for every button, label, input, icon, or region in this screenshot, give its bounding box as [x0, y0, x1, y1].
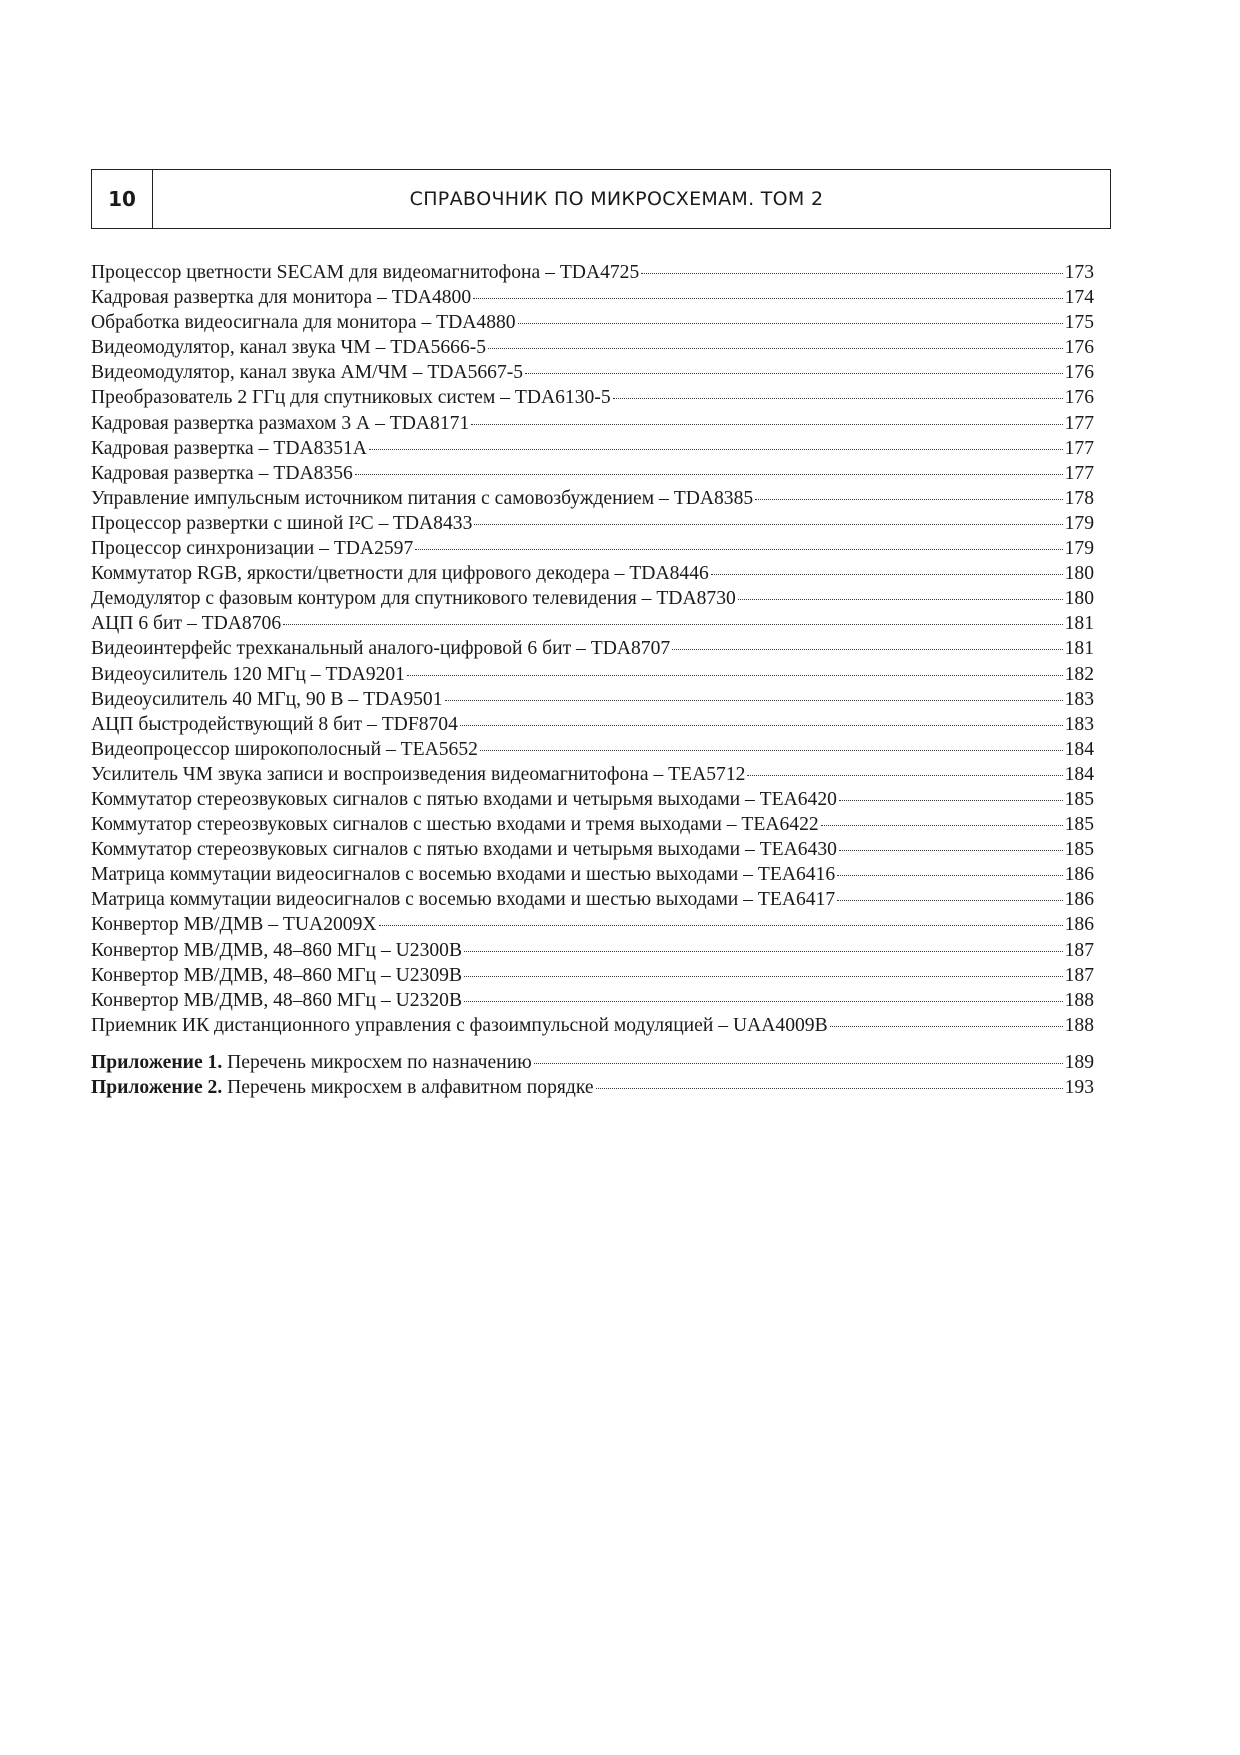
dot-leader — [407, 675, 1063, 676]
toc-entry-title: Демодулятор с фазовым контуром для спутникового телевидения – TDA8730 — [91, 588, 736, 610]
dot-leader — [672, 649, 1062, 650]
toc-entry — [91, 963, 1094, 988]
page-header — [91, 169, 1111, 229]
dot-leader — [474, 524, 1062, 525]
toc-entry — [91, 912, 1094, 937]
toc-entry — [91, 787, 1094, 812]
toc-entry — [91, 737, 1094, 762]
toc-entry — [91, 335, 1094, 360]
toc-entry-page: 181 — [1064, 613, 1094, 635]
toc-entry — [91, 586, 1094, 611]
toc-entry-title: Кадровая развертка – TDA8351A — [91, 437, 367, 459]
toc-entry-title: Приемник ИК дистанционного управления с фазоимпульсной модуляцией – UAA4009B — [91, 1014, 828, 1036]
toc-entry — [91, 862, 1094, 887]
toc-entry — [91, 310, 1094, 335]
dot-leader — [473, 298, 1062, 299]
toc-entry-page: 186 — [1064, 914, 1094, 936]
toc-entries — [91, 260, 1094, 1038]
page-number: 10 — [92, 170, 153, 228]
dot-leader — [839, 800, 1063, 801]
appendix-label: Приложение 1. — [91, 1051, 223, 1073]
toc-entry-title: Коммутатор стереозвуковых сигналов с пятью входами и четырьмя выходами – TEA6430 — [91, 839, 837, 861]
toc-entry-page: 187 — [1064, 939, 1094, 961]
toc-entry-title: Коммутатор RGB, яркости/цветности для цифрового декодера – TDA8446 — [91, 563, 709, 585]
running-title: СПРАВОЧНИК ПО МИКРОСХЕМАМ. ТОМ 2 — [409, 188, 824, 210]
dot-leader — [283, 624, 1062, 625]
toc-entry-title: Процессор цветности SECAM для видеомагнитофона – TDA4725 — [91, 262, 640, 283]
dot-leader — [464, 976, 1063, 977]
toc-entry-title: Усилитель ЧМ звука записи и воспроизведения видеомагнитофона – TEA5712 — [91, 763, 746, 785]
toc-entry-title: АЦП 6 бит – TDA8706 — [91, 613, 282, 635]
toc-entry-title: Видеоусилитель 120 МГц – TDA9201 — [91, 663, 405, 685]
toc-entry-title: Конвертор МВ/ДМВ, 48–860 МГц – U2309B — [91, 964, 463, 986]
toc-entry-page: 187 — [1064, 964, 1094, 986]
toc-entry-title: Коммутатор стереозвуковых сигналов с пятью входами и четырьмя выходами – TEA6420 — [91, 788, 837, 810]
toc-entry-page: 184 — [1064, 738, 1094, 760]
toc-entry-title: Матрица коммутации видеосигналов с восемью входами и шестью выходами – TEA6416 — [91, 864, 836, 886]
toc-entry-page: 179 — [1064, 538, 1094, 560]
toc-entry-page: 177 — [1064, 412, 1094, 434]
toc-entry — [91, 385, 1094, 410]
toc-entry — [91, 636, 1094, 661]
toc-entry-page: 188 — [1064, 1014, 1094, 1036]
dot-leader — [596, 1088, 1063, 1089]
dot-leader — [518, 323, 1063, 324]
dot-leader — [755, 499, 1062, 500]
appendix-entry-text — [91, 1050, 532, 1075]
dot-leader — [445, 700, 1063, 701]
appendix-page: 189 — [1064, 1051, 1094, 1073]
dot-leader — [369, 449, 1063, 450]
dot-leader — [488, 348, 1063, 349]
toc-entry-page: 173 — [1064, 262, 1094, 283]
toc-entry-title: Видеопроцессор широкополосный – TEA5652 — [91, 738, 478, 760]
toc-entry — [91, 411, 1094, 436]
toc-entry-page: 186 — [1064, 889, 1094, 911]
toc-entry — [91, 762, 1094, 787]
toc-entry-page: 175 — [1064, 312, 1094, 334]
toc-entry-page: 176 — [1064, 362, 1094, 384]
toc-entry-title: Видеоинтерфейс трехканальный аналого-цифровой 6 бит – TDA8707 — [91, 638, 671, 660]
toc-entry-page: 183 — [1064, 688, 1094, 710]
dot-leader — [480, 750, 1063, 751]
toc-entry — [91, 561, 1094, 586]
toc-entry-title: Кадровая развертка для монитора – TDA4800 — [91, 287, 472, 309]
toc-entry — [91, 662, 1094, 687]
toc-entry — [91, 536, 1094, 561]
toc-entry — [91, 687, 1094, 712]
toc-entry-title: Коммутатор стереозвуковых сигналов с шестью входами и тремя выходами – TEA6422 — [91, 814, 819, 836]
toc-entry-page: 176 — [1064, 337, 1094, 359]
appendix-entry-text — [91, 1075, 594, 1100]
toc-entry-title: Процессор развертки с шиной I²C – TDA8433 — [91, 512, 473, 534]
toc-entry-page: 188 — [1064, 989, 1094, 1011]
toc-entry-title: Конвертор МВ/ДМВ, 48–860 МГц – U2300B — [91, 939, 463, 961]
toc-entry-title: Кадровая развертка – TDA8356 — [91, 462, 353, 484]
toc-entry — [91, 511, 1094, 536]
toc-entry-title: Конвертор МВ/ДМВ – TUA2009X — [91, 914, 377, 936]
toc-entry — [91, 461, 1094, 486]
toc-entry-page: 182 — [1064, 663, 1094, 685]
toc-entry — [91, 812, 1094, 837]
toc-entry-page: 183 — [1064, 713, 1094, 735]
toc-entry-title: Видеомодулятор, канал звука АМ/ЧМ – TDA5667-5 — [91, 362, 524, 384]
toc-entry — [91, 436, 1094, 461]
toc-entry-title: Преобразователь 2 ГГц для спутниковых систем – TDA6130-5 — [91, 387, 611, 409]
toc-entry — [91, 712, 1094, 737]
toc-entry-page: 179 — [1064, 512, 1094, 534]
toc-entry — [91, 837, 1094, 862]
toc-entry — [91, 260, 1094, 285]
dot-leader — [747, 775, 1062, 776]
toc-entry-title: Матрица коммутации видеосигналов с восемью входами и шестью выходами – TEA6417 — [91, 889, 836, 911]
dot-leader — [464, 1001, 1063, 1002]
appendix-entry — [91, 1075, 1094, 1100]
dot-leader — [525, 373, 1063, 374]
dot-leader — [837, 900, 1062, 901]
toc-entry — [91, 1013, 1094, 1038]
toc-entry-page: 186 — [1064, 864, 1094, 886]
appendix-label: Приложение 2. — [91, 1077, 223, 1098]
toc-entry — [91, 285, 1094, 310]
toc-entry-page: 184 — [1064, 763, 1094, 785]
toc-entry-title: Видеоусилитель 40 МГц, 90 В – TDA9501 — [91, 688, 443, 710]
appendix-entry — [91, 1050, 1094, 1075]
toc-entry-page: 177 — [1064, 437, 1094, 459]
dot-leader — [379, 925, 1063, 926]
dot-leader — [613, 398, 1063, 399]
toc-entry-title: АЦП быстродействующий 8 бит – TDF8704 — [91, 713, 458, 735]
dot-leader — [837, 875, 1062, 876]
dot-leader — [355, 474, 1063, 475]
toc-entry-page: 181 — [1064, 638, 1094, 660]
toc-entry-page: 180 — [1064, 563, 1094, 585]
toc-entry-page: 180 — [1064, 588, 1094, 610]
toc-entry — [91, 486, 1094, 511]
appendix-page: 193 — [1064, 1077, 1094, 1098]
dot-leader — [460, 725, 1063, 726]
dot-leader — [738, 599, 1063, 600]
dot-leader — [839, 850, 1063, 851]
dot-leader — [415, 549, 1062, 550]
toc-entry-title: Процессор синхронизации – TDA2597 — [91, 538, 414, 560]
toc-entry-title: Управление импульсным источником питания с самовозбуждением – TDA8385 — [91, 487, 754, 509]
toc-entry — [91, 360, 1094, 385]
toc-entry-title: Видеомодулятор, канал звука ЧМ – TDA5666-5 — [91, 337, 487, 359]
toc-appendices — [91, 1050, 1094, 1100]
toc-entry-page: 174 — [1064, 287, 1094, 309]
toc-entry-page: 185 — [1064, 839, 1094, 861]
dot-leader — [641, 273, 1062, 274]
dot-leader — [821, 825, 1063, 826]
toc-entry-title: Конвертор МВ/ДМВ, 48–860 МГц – U2320B — [91, 989, 463, 1011]
toc-entry — [91, 938, 1094, 963]
toc-entry-page: 185 — [1064, 788, 1094, 810]
dot-leader — [534, 1063, 1063, 1064]
toc-entry-title: Кадровая развертка размахом 3 А – TDA8171 — [91, 412, 470, 434]
dot-leader — [830, 1026, 1063, 1027]
dot-leader — [471, 424, 1062, 425]
toc-entry — [91, 988, 1094, 1013]
toc-entry-title: Обработка видеосигнала для монитора – TDA4880 — [91, 312, 516, 334]
appendix-title: Перечень микросхем в алфавитном порядке — [227, 1077, 594, 1098]
toc-entry-page: 178 — [1064, 487, 1094, 509]
table-of-contents — [91, 260, 1094, 1100]
toc-entry — [91, 887, 1094, 912]
toc-entry-page: 177 — [1064, 462, 1094, 484]
toc-entry-page: 185 — [1064, 814, 1094, 836]
dot-leader — [464, 951, 1063, 952]
toc-entry — [91, 611, 1094, 636]
dot-leader — [711, 574, 1063, 575]
appendix-title: Перечень микросхем по назначению — [227, 1051, 532, 1073]
toc-entry-page: 176 — [1064, 387, 1094, 409]
